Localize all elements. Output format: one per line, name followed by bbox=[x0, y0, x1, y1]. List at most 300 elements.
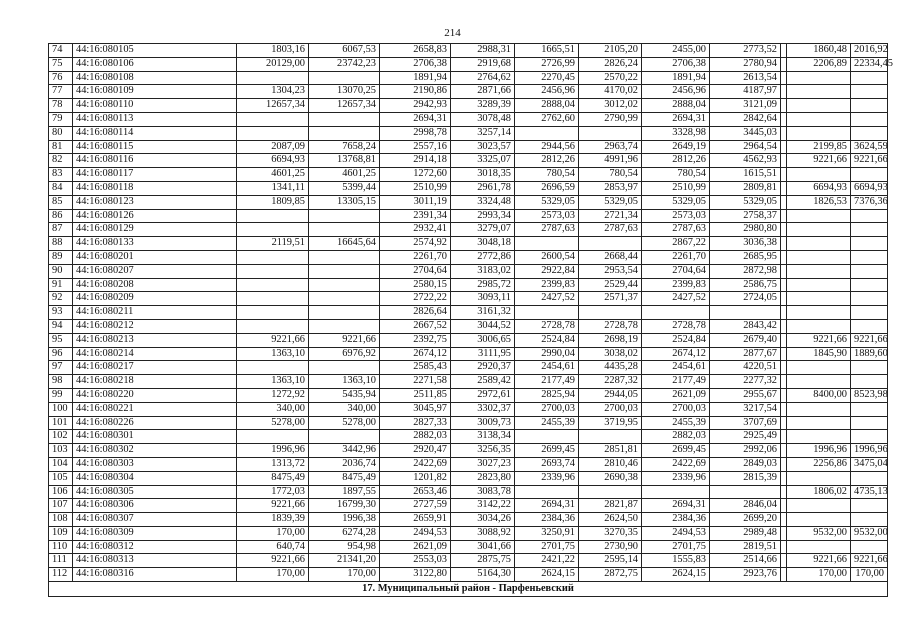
value-cell-1: 340,00 bbox=[237, 402, 309, 416]
table-row bbox=[49, 499, 888, 513]
value-cell-3: 3122,80 bbox=[380, 568, 451, 582]
row-number: 106 bbox=[49, 485, 73, 499]
value-cell-1: 1363,10 bbox=[237, 375, 309, 389]
value-cell-10: 1996,96 bbox=[851, 444, 888, 458]
value-cell-7: 2624,15 bbox=[642, 568, 710, 582]
value-cell-4: 3083,78 bbox=[451, 485, 515, 499]
value-cell-1 bbox=[237, 306, 309, 320]
value-cell-9: 170,00 bbox=[787, 568, 851, 582]
value-cell-5 bbox=[515, 430, 579, 444]
value-cell-9: 9221,66 bbox=[787, 154, 851, 168]
value-cell-1 bbox=[237, 430, 309, 444]
value-cell-5: 2762,60 bbox=[515, 112, 579, 126]
table-row bbox=[49, 319, 888, 333]
value-cell-3: 1891,94 bbox=[380, 71, 451, 85]
value-cell-9 bbox=[787, 223, 851, 237]
value-cell-8: 2685,95 bbox=[710, 250, 781, 264]
value-cell-7: 2510,99 bbox=[642, 181, 710, 195]
value-cell-3: 2392,75 bbox=[380, 333, 451, 347]
value-cell-5: 2888,04 bbox=[515, 99, 579, 113]
value-cell-5: 2455,39 bbox=[515, 416, 579, 430]
table-row bbox=[49, 140, 888, 154]
value-cell-10 bbox=[851, 250, 888, 264]
value-cell-8: 5329,05 bbox=[710, 195, 781, 209]
value-cell-10 bbox=[851, 402, 888, 416]
value-cell-8: 2758,37 bbox=[710, 209, 781, 223]
value-cell-4: 3279,07 bbox=[451, 223, 515, 237]
value-cell-9 bbox=[787, 209, 851, 223]
value-cell-6: 2105,20 bbox=[579, 44, 642, 58]
value-cell-5: 2726,99 bbox=[515, 57, 579, 71]
cadastral-quarter-id: 44:16:080118 bbox=[73, 181, 237, 195]
cadastral-quarter-id: 44:16:080126 bbox=[73, 209, 237, 223]
cadastral-quarter-id: 44:16:080212 bbox=[73, 319, 237, 333]
row-number: 98 bbox=[49, 375, 73, 389]
value-cell-8: 2964,54 bbox=[710, 140, 781, 154]
value-cell-3: 2190,86 bbox=[380, 85, 451, 99]
value-cell-4: 2988,31 bbox=[451, 44, 515, 58]
table-row bbox=[49, 154, 888, 168]
value-cell-4: 3111,95 bbox=[451, 347, 515, 361]
value-cell-5: 2922,84 bbox=[515, 264, 579, 278]
value-cell-1 bbox=[237, 264, 309, 278]
value-cell-9 bbox=[787, 85, 851, 99]
value-cell-2: 170,00 bbox=[309, 568, 380, 582]
value-cell-4: 3018,35 bbox=[451, 168, 515, 182]
row-number: 89 bbox=[49, 250, 73, 264]
value-cell-6: 4435,28 bbox=[579, 361, 642, 375]
table-row bbox=[49, 168, 888, 182]
value-cell-3: 2261,70 bbox=[380, 250, 451, 264]
value-cell-4: 3324,48 bbox=[451, 195, 515, 209]
value-cell-3: 1201,82 bbox=[380, 471, 451, 485]
cadastral-quarter-id: 44:16:080313 bbox=[73, 554, 237, 568]
value-cell-1: 1341,11 bbox=[237, 181, 309, 195]
value-cell-5 bbox=[515, 126, 579, 140]
row-number: 112 bbox=[49, 568, 73, 582]
value-cell-5: 2384,36 bbox=[515, 513, 579, 527]
value-cell-8: 2955,67 bbox=[710, 388, 781, 402]
value-cell-6: 780,54 bbox=[579, 168, 642, 182]
row-number: 99 bbox=[49, 388, 73, 402]
value-cell-3: 2391,34 bbox=[380, 209, 451, 223]
cadastral-quarter-id: 44:16:080113 bbox=[73, 112, 237, 126]
value-cell-8: 2846,04 bbox=[710, 499, 781, 513]
value-cell-6: 2698,19 bbox=[579, 333, 642, 347]
value-cell-9: 1860,48 bbox=[787, 44, 851, 58]
value-cell-8: 2773,52 bbox=[710, 44, 781, 58]
value-cell-8: 3445,03 bbox=[710, 126, 781, 140]
value-cell-1: 170,00 bbox=[237, 568, 309, 582]
value-cell-1 bbox=[237, 112, 309, 126]
value-cell-10 bbox=[851, 375, 888, 389]
value-cell-3: 2574,92 bbox=[380, 237, 451, 251]
value-cell-1: 1803,16 bbox=[237, 44, 309, 58]
value-cell-4: 2961,78 bbox=[451, 181, 515, 195]
value-cell-7: 2694,31 bbox=[642, 499, 710, 513]
value-cell-3: 1272,60 bbox=[380, 168, 451, 182]
value-cell-10 bbox=[851, 237, 888, 251]
value-cell-9 bbox=[787, 471, 851, 485]
table-row bbox=[49, 85, 888, 99]
value-cell-5 bbox=[515, 237, 579, 251]
value-cell-6: 2690,38 bbox=[579, 471, 642, 485]
value-cell-10 bbox=[851, 306, 888, 320]
value-cell-4: 2985,72 bbox=[451, 278, 515, 292]
value-cell-7: 2706,38 bbox=[642, 57, 710, 71]
cadastral-quarter-id: 44:16:080304 bbox=[73, 471, 237, 485]
value-cell-10: 2016,92 bbox=[851, 44, 888, 58]
value-cell-3: 2658,83 bbox=[380, 44, 451, 58]
value-cell-1 bbox=[237, 250, 309, 264]
value-cell-2 bbox=[309, 71, 380, 85]
table-row bbox=[49, 57, 888, 71]
cadastral-value-table bbox=[48, 43, 893, 597]
table-row bbox=[49, 71, 888, 85]
value-cell-3: 2920,47 bbox=[380, 444, 451, 458]
value-cell-7: 2454,61 bbox=[642, 361, 710, 375]
cadastral-quarter-id: 44:16:080221 bbox=[73, 402, 237, 416]
cadastral-quarter-id: 44:16:080220 bbox=[73, 388, 237, 402]
value-cell-2: 8475,49 bbox=[309, 471, 380, 485]
value-cell-7: 2728,78 bbox=[642, 319, 710, 333]
section-row bbox=[49, 582, 888, 597]
value-cell-8: 2819,51 bbox=[710, 540, 781, 554]
value-cell-9: 6694,93 bbox=[787, 181, 851, 195]
value-cell-5: 2701,75 bbox=[515, 540, 579, 554]
table-row bbox=[49, 250, 888, 264]
row-number: 109 bbox=[49, 526, 73, 540]
row-number: 110 bbox=[49, 540, 73, 554]
value-cell-2 bbox=[309, 250, 380, 264]
value-cell-8: 2277,32 bbox=[710, 375, 781, 389]
value-cell-3: 2914,18 bbox=[380, 154, 451, 168]
value-cell-8: 2992,06 bbox=[710, 444, 781, 458]
value-cell-2 bbox=[309, 264, 380, 278]
value-cell-6: 4991,96 bbox=[579, 154, 642, 168]
value-cell-6: 2810,46 bbox=[579, 457, 642, 471]
row-number: 76 bbox=[49, 71, 73, 85]
value-cell-9 bbox=[787, 306, 851, 320]
value-cell-5: 5329,05 bbox=[515, 195, 579, 209]
value-cell-10 bbox=[851, 319, 888, 333]
value-cell-9: 2206,89 bbox=[787, 57, 851, 71]
value-cell-7 bbox=[642, 485, 710, 499]
row-number: 107 bbox=[49, 499, 73, 513]
table-row bbox=[49, 99, 888, 113]
value-cell-8: 3121,09 bbox=[710, 99, 781, 113]
value-cell-2: 5399,44 bbox=[309, 181, 380, 195]
value-cell-9 bbox=[787, 540, 851, 554]
value-cell-10 bbox=[851, 209, 888, 223]
value-cell-9 bbox=[787, 361, 851, 375]
table-row bbox=[49, 457, 888, 471]
value-cell-4: 3183,02 bbox=[451, 264, 515, 278]
value-cell-10 bbox=[851, 71, 888, 85]
value-cell-6: 3038,02 bbox=[579, 347, 642, 361]
value-cell-1 bbox=[237, 319, 309, 333]
cadastral-quarter-id: 44:16:080123 bbox=[73, 195, 237, 209]
value-cell-5: 2456,96 bbox=[515, 85, 579, 99]
value-cell-6: 2787,63 bbox=[579, 223, 642, 237]
value-cell-7: 2494,53 bbox=[642, 526, 710, 540]
value-cell-1: 9221,66 bbox=[237, 333, 309, 347]
value-cell-10: 1889,60 bbox=[851, 347, 888, 361]
value-cell-6: 2944,05 bbox=[579, 388, 642, 402]
value-cell-10: 8523,98 bbox=[851, 388, 888, 402]
value-cell-5: 2339,96 bbox=[515, 471, 579, 485]
value-cell-10 bbox=[851, 499, 888, 513]
row-number: 104 bbox=[49, 457, 73, 471]
value-cell-9: 2199,85 bbox=[787, 140, 851, 154]
value-cell-4: 2871,66 bbox=[451, 85, 515, 99]
value-cell-6: 2851,81 bbox=[579, 444, 642, 458]
value-cell-5: 2600,54 bbox=[515, 250, 579, 264]
value-cell-1: 5278,00 bbox=[237, 416, 309, 430]
row-number: 86 bbox=[49, 209, 73, 223]
row-number: 82 bbox=[49, 154, 73, 168]
value-cell-1: 1363,10 bbox=[237, 347, 309, 361]
table-row bbox=[49, 112, 888, 126]
value-cell-3: 2585,43 bbox=[380, 361, 451, 375]
value-cell-9: 9221,66 bbox=[787, 333, 851, 347]
cadastral-quarter-id: 44:16:080106 bbox=[73, 57, 237, 71]
value-cell-3: 2511,85 bbox=[380, 388, 451, 402]
value-cell-9 bbox=[787, 250, 851, 264]
value-cell-2: 21341,20 bbox=[309, 554, 380, 568]
value-cell-5: 2421,22 bbox=[515, 554, 579, 568]
value-cell-8: 2843,42 bbox=[710, 319, 781, 333]
table-row bbox=[49, 485, 888, 499]
value-cell-6: 3270,35 bbox=[579, 526, 642, 540]
value-cell-4: 3006,65 bbox=[451, 333, 515, 347]
value-cell-4: 2764,62 bbox=[451, 71, 515, 85]
value-cell-9 bbox=[787, 416, 851, 430]
value-cell-5: 2270,45 bbox=[515, 71, 579, 85]
value-cell-2: 23742,23 bbox=[309, 57, 380, 71]
value-cell-8: 2877,67 bbox=[710, 347, 781, 361]
value-cell-8: 2724,05 bbox=[710, 292, 781, 306]
cadastral-quarter-id: 44:16:080301 bbox=[73, 430, 237, 444]
value-cell-8: 2586,75 bbox=[710, 278, 781, 292]
value-cell-6: 2821,87 bbox=[579, 499, 642, 513]
value-cell-7: 2455,00 bbox=[642, 44, 710, 58]
value-cell-9 bbox=[787, 513, 851, 527]
value-cell-4: 3161,32 bbox=[451, 306, 515, 320]
value-cell-9 bbox=[787, 375, 851, 389]
value-cell-7: 2399,83 bbox=[642, 278, 710, 292]
row-number: 79 bbox=[49, 112, 73, 126]
value-cell-4: 3078,48 bbox=[451, 112, 515, 126]
cadastral-quarter-id: 44:16:080208 bbox=[73, 278, 237, 292]
value-cell-10 bbox=[851, 471, 888, 485]
value-cell-4: 2919,68 bbox=[451, 57, 515, 71]
value-cell-2: 3442,96 bbox=[309, 444, 380, 458]
cadastral-quarter-id: 44:16:080201 bbox=[73, 250, 237, 264]
table-row bbox=[49, 126, 888, 140]
value-cell-10 bbox=[851, 112, 888, 126]
value-cell-6: 4170,02 bbox=[579, 85, 642, 99]
row-number: 94 bbox=[49, 319, 73, 333]
value-cell-4: 5164,30 bbox=[451, 568, 515, 582]
row-number: 75 bbox=[49, 57, 73, 71]
value-cell-10: 9221,66 bbox=[851, 554, 888, 568]
value-cell-3: 2942,93 bbox=[380, 99, 451, 113]
value-cell-1: 20129,00 bbox=[237, 57, 309, 71]
value-cell-8: 4187,97 bbox=[710, 85, 781, 99]
cadastral-quarter-id: 44:16:080108 bbox=[73, 71, 237, 85]
value-cell-5: 2990,04 bbox=[515, 347, 579, 361]
value-cell-2: 1897,55 bbox=[309, 485, 380, 499]
cadastral-quarter-id: 44:16:080218 bbox=[73, 375, 237, 389]
value-cell-8: 2980,80 bbox=[710, 223, 781, 237]
value-cell-5: 2693,74 bbox=[515, 457, 579, 471]
cadastral-quarter-id: 44:16:080217 bbox=[73, 361, 237, 375]
row-number: 81 bbox=[49, 140, 73, 154]
value-cell-9 bbox=[787, 126, 851, 140]
value-cell-3: 2659,91 bbox=[380, 513, 451, 527]
value-cell-6: 2730,90 bbox=[579, 540, 642, 554]
table-row bbox=[49, 347, 888, 361]
value-cell-2: 13070,25 bbox=[309, 85, 380, 99]
value-cell-1: 1272,92 bbox=[237, 388, 309, 402]
value-cell-10 bbox=[851, 99, 888, 113]
value-cell-9: 1826,53 bbox=[787, 195, 851, 209]
row-number: 83 bbox=[49, 168, 73, 182]
table-row bbox=[49, 209, 888, 223]
value-cell-10: 9221,66 bbox=[851, 333, 888, 347]
value-cell-2 bbox=[309, 209, 380, 223]
value-cell-4: 3041,66 bbox=[451, 540, 515, 554]
value-cell-3: 2998,78 bbox=[380, 126, 451, 140]
value-cell-4: 3142,22 bbox=[451, 499, 515, 513]
value-cell-7: 2422,69 bbox=[642, 457, 710, 471]
value-cell-10: 22334,45 bbox=[851, 57, 888, 71]
value-cell-5: 2399,83 bbox=[515, 278, 579, 292]
table-row bbox=[49, 292, 888, 306]
value-cell-5: 2696,59 bbox=[515, 181, 579, 195]
value-cell-1: 1313,72 bbox=[237, 457, 309, 471]
value-cell-3: 2674,12 bbox=[380, 347, 451, 361]
value-cell-3: 2706,38 bbox=[380, 57, 451, 71]
value-cell-9 bbox=[787, 237, 851, 251]
value-cell-5: 2787,63 bbox=[515, 223, 579, 237]
cadastral-quarter-id: 44:16:080133 bbox=[73, 237, 237, 251]
value-cell-4: 3023,57 bbox=[451, 140, 515, 154]
value-cell-6: 2571,37 bbox=[579, 292, 642, 306]
value-cell-3: 2557,16 bbox=[380, 140, 451, 154]
value-cell-4: 3044,52 bbox=[451, 319, 515, 333]
value-cell-1: 6694,93 bbox=[237, 154, 309, 168]
value-cell-4: 3093,11 bbox=[451, 292, 515, 306]
value-cell-1 bbox=[237, 361, 309, 375]
value-cell-1: 2087,09 bbox=[237, 140, 309, 154]
value-cell-9 bbox=[787, 112, 851, 126]
value-cell-9 bbox=[787, 430, 851, 444]
value-cell-9 bbox=[787, 71, 851, 85]
value-cell-3: 2494,53 bbox=[380, 526, 451, 540]
row-number: 78 bbox=[49, 99, 73, 113]
value-cell-10 bbox=[851, 126, 888, 140]
value-cell-7: 2694,31 bbox=[642, 112, 710, 126]
value-cell-7: 780,54 bbox=[642, 168, 710, 182]
value-cell-2: 13305,15 bbox=[309, 195, 380, 209]
row-number: 102 bbox=[49, 430, 73, 444]
row-number: 92 bbox=[49, 292, 73, 306]
value-cell-6: 2826,24 bbox=[579, 57, 642, 71]
value-cell-2: 12657,34 bbox=[309, 99, 380, 113]
value-cell-3: 2553,03 bbox=[380, 554, 451, 568]
cadastral-quarter-id: 44:16:080307 bbox=[73, 513, 237, 527]
value-cell-1: 1996,96 bbox=[237, 444, 309, 458]
value-cell-6 bbox=[579, 430, 642, 444]
value-cell-5: 2427,52 bbox=[515, 292, 579, 306]
value-cell-6: 3719,95 bbox=[579, 416, 642, 430]
value-cell-5: 2454,61 bbox=[515, 361, 579, 375]
row-number: 85 bbox=[49, 195, 73, 209]
value-cell-10: 3475,04 bbox=[851, 457, 888, 471]
value-cell-10 bbox=[851, 540, 888, 554]
table-row bbox=[49, 44, 888, 58]
value-cell-4: 3027,23 bbox=[451, 457, 515, 471]
value-cell-10 bbox=[851, 264, 888, 278]
value-cell-4: 2920,37 bbox=[451, 361, 515, 375]
value-cell-2 bbox=[309, 361, 380, 375]
value-cell-8: 2842,64 bbox=[710, 112, 781, 126]
value-cell-7: 2456,96 bbox=[642, 85, 710, 99]
value-cell-9: 9221,66 bbox=[787, 554, 851, 568]
value-cell-2: 340,00 bbox=[309, 402, 380, 416]
value-cell-1: 170,00 bbox=[237, 526, 309, 540]
row-number: 95 bbox=[49, 333, 73, 347]
value-cell-8 bbox=[710, 306, 781, 320]
cadastral-quarter-id: 44:16:080116 bbox=[73, 154, 237, 168]
value-cell-1: 8475,49 bbox=[237, 471, 309, 485]
value-cell-2: 5435,94 bbox=[309, 388, 380, 402]
table-row bbox=[49, 430, 888, 444]
cadastral-quarter-id: 44:16:080302 bbox=[73, 444, 237, 458]
value-cell-10: 7376,36 bbox=[851, 195, 888, 209]
value-cell-4: 3289,39 bbox=[451, 99, 515, 113]
value-cell-6: 2728,78 bbox=[579, 319, 642, 333]
cadastral-quarter-id: 44:16:080226 bbox=[73, 416, 237, 430]
row-number: 111 bbox=[49, 554, 73, 568]
value-cell-3: 3045,97 bbox=[380, 402, 451, 416]
value-cell-1: 4601,25 bbox=[237, 168, 309, 182]
value-cell-1: 1809,85 bbox=[237, 195, 309, 209]
value-cell-8: 2699,20 bbox=[710, 513, 781, 527]
value-cell-2: 9221,66 bbox=[309, 333, 380, 347]
value-cell-5: 2825,94 bbox=[515, 388, 579, 402]
cadastral-quarter-id: 44:16:080214 bbox=[73, 347, 237, 361]
value-cell-8: 2679,40 bbox=[710, 333, 781, 347]
value-cell-3: 2621,09 bbox=[380, 540, 451, 554]
value-cell-3: 2932,41 bbox=[380, 223, 451, 237]
row-number: 88 bbox=[49, 237, 73, 251]
value-cell-2: 6067,53 bbox=[309, 44, 380, 58]
table-row bbox=[49, 554, 888, 568]
table-row bbox=[49, 471, 888, 485]
value-cell-6: 2700,03 bbox=[579, 402, 642, 416]
table-row bbox=[49, 375, 888, 389]
value-cell-2: 16799,30 bbox=[309, 499, 380, 513]
value-cell-2 bbox=[309, 223, 380, 237]
value-cell-9 bbox=[787, 402, 851, 416]
value-cell-9 bbox=[787, 168, 851, 182]
row-number: 77 bbox=[49, 85, 73, 99]
value-cell-10 bbox=[851, 278, 888, 292]
value-cell-2: 6274,28 bbox=[309, 526, 380, 540]
